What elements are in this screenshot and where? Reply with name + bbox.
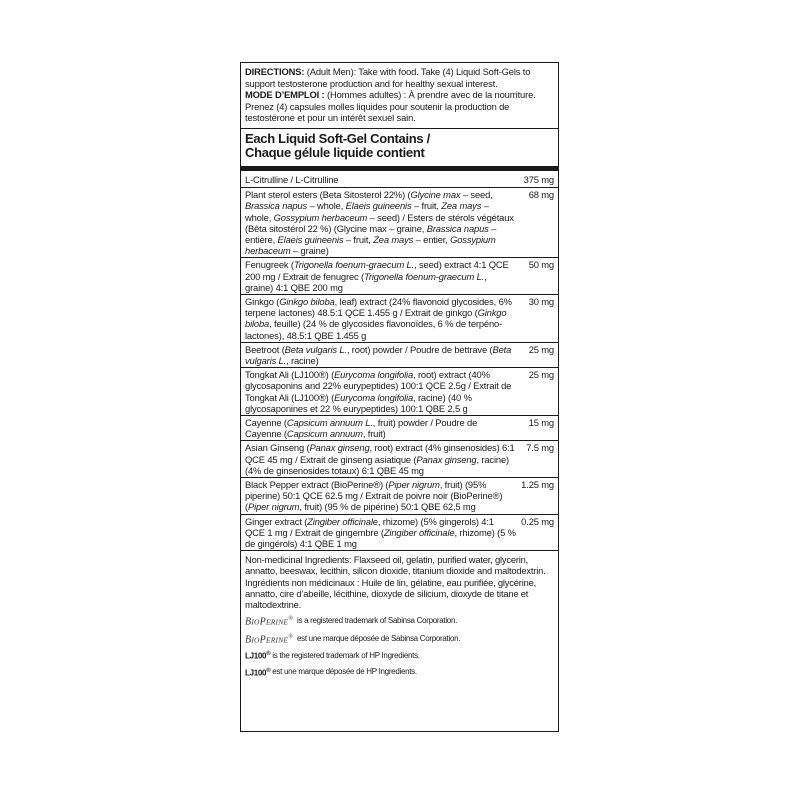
ingredient-amount: 375 mg <box>523 173 554 185</box>
lj100-note-en: is the registered trademark of HP Ingredients. <box>272 650 420 660</box>
ingredient-row <box>241 343 558 368</box>
non-medicinal-en: Non-medicinal Ingredients: Flaxseed oil, gelatin, purified water, glycerin, annatto, beeswax, lecithin, silicon dioxide, titanium dioxide and maltodextrin. <box>245 554 546 577</box>
ingredient-name: Ginkgo (Ginkgo biloba, leaf) extract (24% flavonoid glycosides, 6% terpene lactones) 48.5:1 QCE 1.455 g / Extrait de ginkgo (Ginkgo biloba, feuille) (24 % de glycosides flavonoïdes, 6 % de terpéno-lactones), 48.5:1 QBE 1.455 g <box>245 296 512 341</box>
ingredient-amount: 15 mg <box>528 417 554 429</box>
bioperine-logo: BIOPERINE® <box>245 633 293 645</box>
directions-en-text: (Adult Men): Take with food. Take (4) Liquid Soft-Gels to support testosterone production and for healthy sexual interest. <box>245 66 531 89</box>
directions-en-label: DIRECTIONS: <box>245 66 305 77</box>
ingredient-name: Black Pepper extract (BioPerine®) (Piper nigrum, fruit) (95% piperine) 50:1 QCE 62.5 mg / Extrait de poivre noir (BioPerine®) (Piper nigrum, fruit) (95 % de pipérine) 50:1 QBE 62,5 mg <box>245 479 503 513</box>
ingredient-name: Fenugreek (Trigonella foenum-graecum L., seed) extract 4:1 QCE 200 mg / Extrait de fenugrec (Trigonella foenum-graecum L., graine) 4:1 QBE 200 mg <box>245 259 509 293</box>
ingredient-amount: 25 mg <box>528 369 554 381</box>
ingredient-name: Ginger extract (Zingiber officinale, rhizome) (5% gingerols) 4:1 QCE 1 mg / Extrait de gingembre (Zingiber officinale, rhizome) (5 % de gingérols) 4:1 QBE 1 mg <box>245 515 516 550</box>
ingredient-name: Tongkat Ali (LJ100®) (Eurycoma longifolia, root) extract (40% glycosaponins and 22% eurypeptides) 100:1 QCE 2.5g / Extrait de Tongkat Ali (LJ100®) (Eurycoma longifolia, racine) (40 % glycosaponines et 22 % eurypeptides) 100:1 QBE 2,5 g <box>245 369 512 414</box>
directions <box>241 63 558 124</box>
ingredient-amount: 30 mg <box>528 296 554 307</box>
lj100-trademark-en <box>241 647 558 664</box>
lj100-logo: LJ100® <box>245 650 271 661</box>
ingredient-amount: 68 mg <box>528 189 554 201</box>
ingredient-name: Plant sterol esters (Beta Sitosterol 22%) (Glycine max – seed, Brassica napus – whole, Elaeis guineenis – fruit, Zea mays – whole, Gossypium herbaceum – seed) / Esters de stérols végétaux (Bêta sitostérol 22 %) (Glycine max – graine, Brassica napus – entière, Elaeis guineenis – fruit, Zea mays – entier, Gossypium herbaceum – graine) <box>245 189 514 257</box>
non-medicinal-fr: Ingrédients non médicinaux : Huile de lin, gélatine, eau purifiée, glycérine, annatto, cire d’abeille, lécithine, dioxyde de silicium, dioxyde de titane et maltodextrine. <box>245 576 537 611</box>
ingredient-list <box>241 171 558 551</box>
directions-fr-text: (Hommes adultes) : À prendre avec de la nourriture. Prenez (4) capsules molles liquides pour soutenir la production de testostérone et pour un intérêt sexuel sain. <box>245 89 536 124</box>
supplement-facts-label <box>240 62 559 732</box>
bioperine-trademark-en <box>241 612 558 629</box>
non-medicinal-ingredients <box>241 551 558 612</box>
ingredient-row <box>241 478 558 515</box>
ingredient-name: L-Citrulline / L-Citrulline <box>245 173 339 185</box>
lj100-trademark-fr <box>241 664 558 681</box>
bioperine-logo: BIOPERINE® <box>245 616 293 628</box>
ingredient-amount: 7.5 mg <box>526 442 554 454</box>
ingredient-row <box>241 171 558 188</box>
ingredient-row <box>241 188 558 258</box>
directions-en <box>245 66 554 89</box>
ingredient-name: Asian Ginseng (Panax ginseng, root) extract (4% ginsenosides) 6:1 QCE 45 mg / Extrait de ginseng asiatique (Panax ginseng, racine) (4% de ginsenosides totaux) 6:1 QBE 45 mg <box>245 442 515 476</box>
lj100-note-fr: est une marque déposée de HP Ingredients. <box>272 667 417 677</box>
ingredient-row <box>241 441 558 478</box>
directions-fr-label: MODE D’EMPLOI : <box>245 89 325 101</box>
ingredient-amount: 50 mg <box>528 259 554 271</box>
ingredient-row <box>241 368 558 416</box>
ingredient-row <box>241 295 558 343</box>
directions-fr <box>245 89 554 124</box>
lj100-logo: LJ100® <box>245 667 271 678</box>
bioperine-note-fr: est une marque déposée de Sabinsa Corporation. <box>296 633 461 643</box>
ingredient-amount: 1.25 mg <box>521 479 554 491</box>
heading-en: Each Liquid Soft-Gel Contains / <box>245 130 430 146</box>
contents-heading <box>241 128 558 166</box>
bioperine-note-en: is a registered trademark of Sabinsa Corporation. <box>296 616 458 626</box>
ingredient-amount: 0.25 mg <box>521 515 554 527</box>
ingredient-name: Beetroot (Beta vulgaris L., root) powder / Poudre de bettrave (Beta vulgaris L., racine) <box>245 343 512 367</box>
heading-fr: Chaque gélule liquide contient <box>245 145 425 161</box>
bioperine-trademark-fr <box>241 630 558 647</box>
ingredient-row <box>241 515 558 552</box>
ingredient-name: Cayenne (Capsicum annuum L., fruit) powder / Poudre de Cayenne (Capsicum annuum, fruit) <box>245 417 478 440</box>
ingredient-amount: 25 mg <box>528 343 554 355</box>
ingredient-row <box>241 258 558 295</box>
ingredient-row <box>241 416 558 441</box>
